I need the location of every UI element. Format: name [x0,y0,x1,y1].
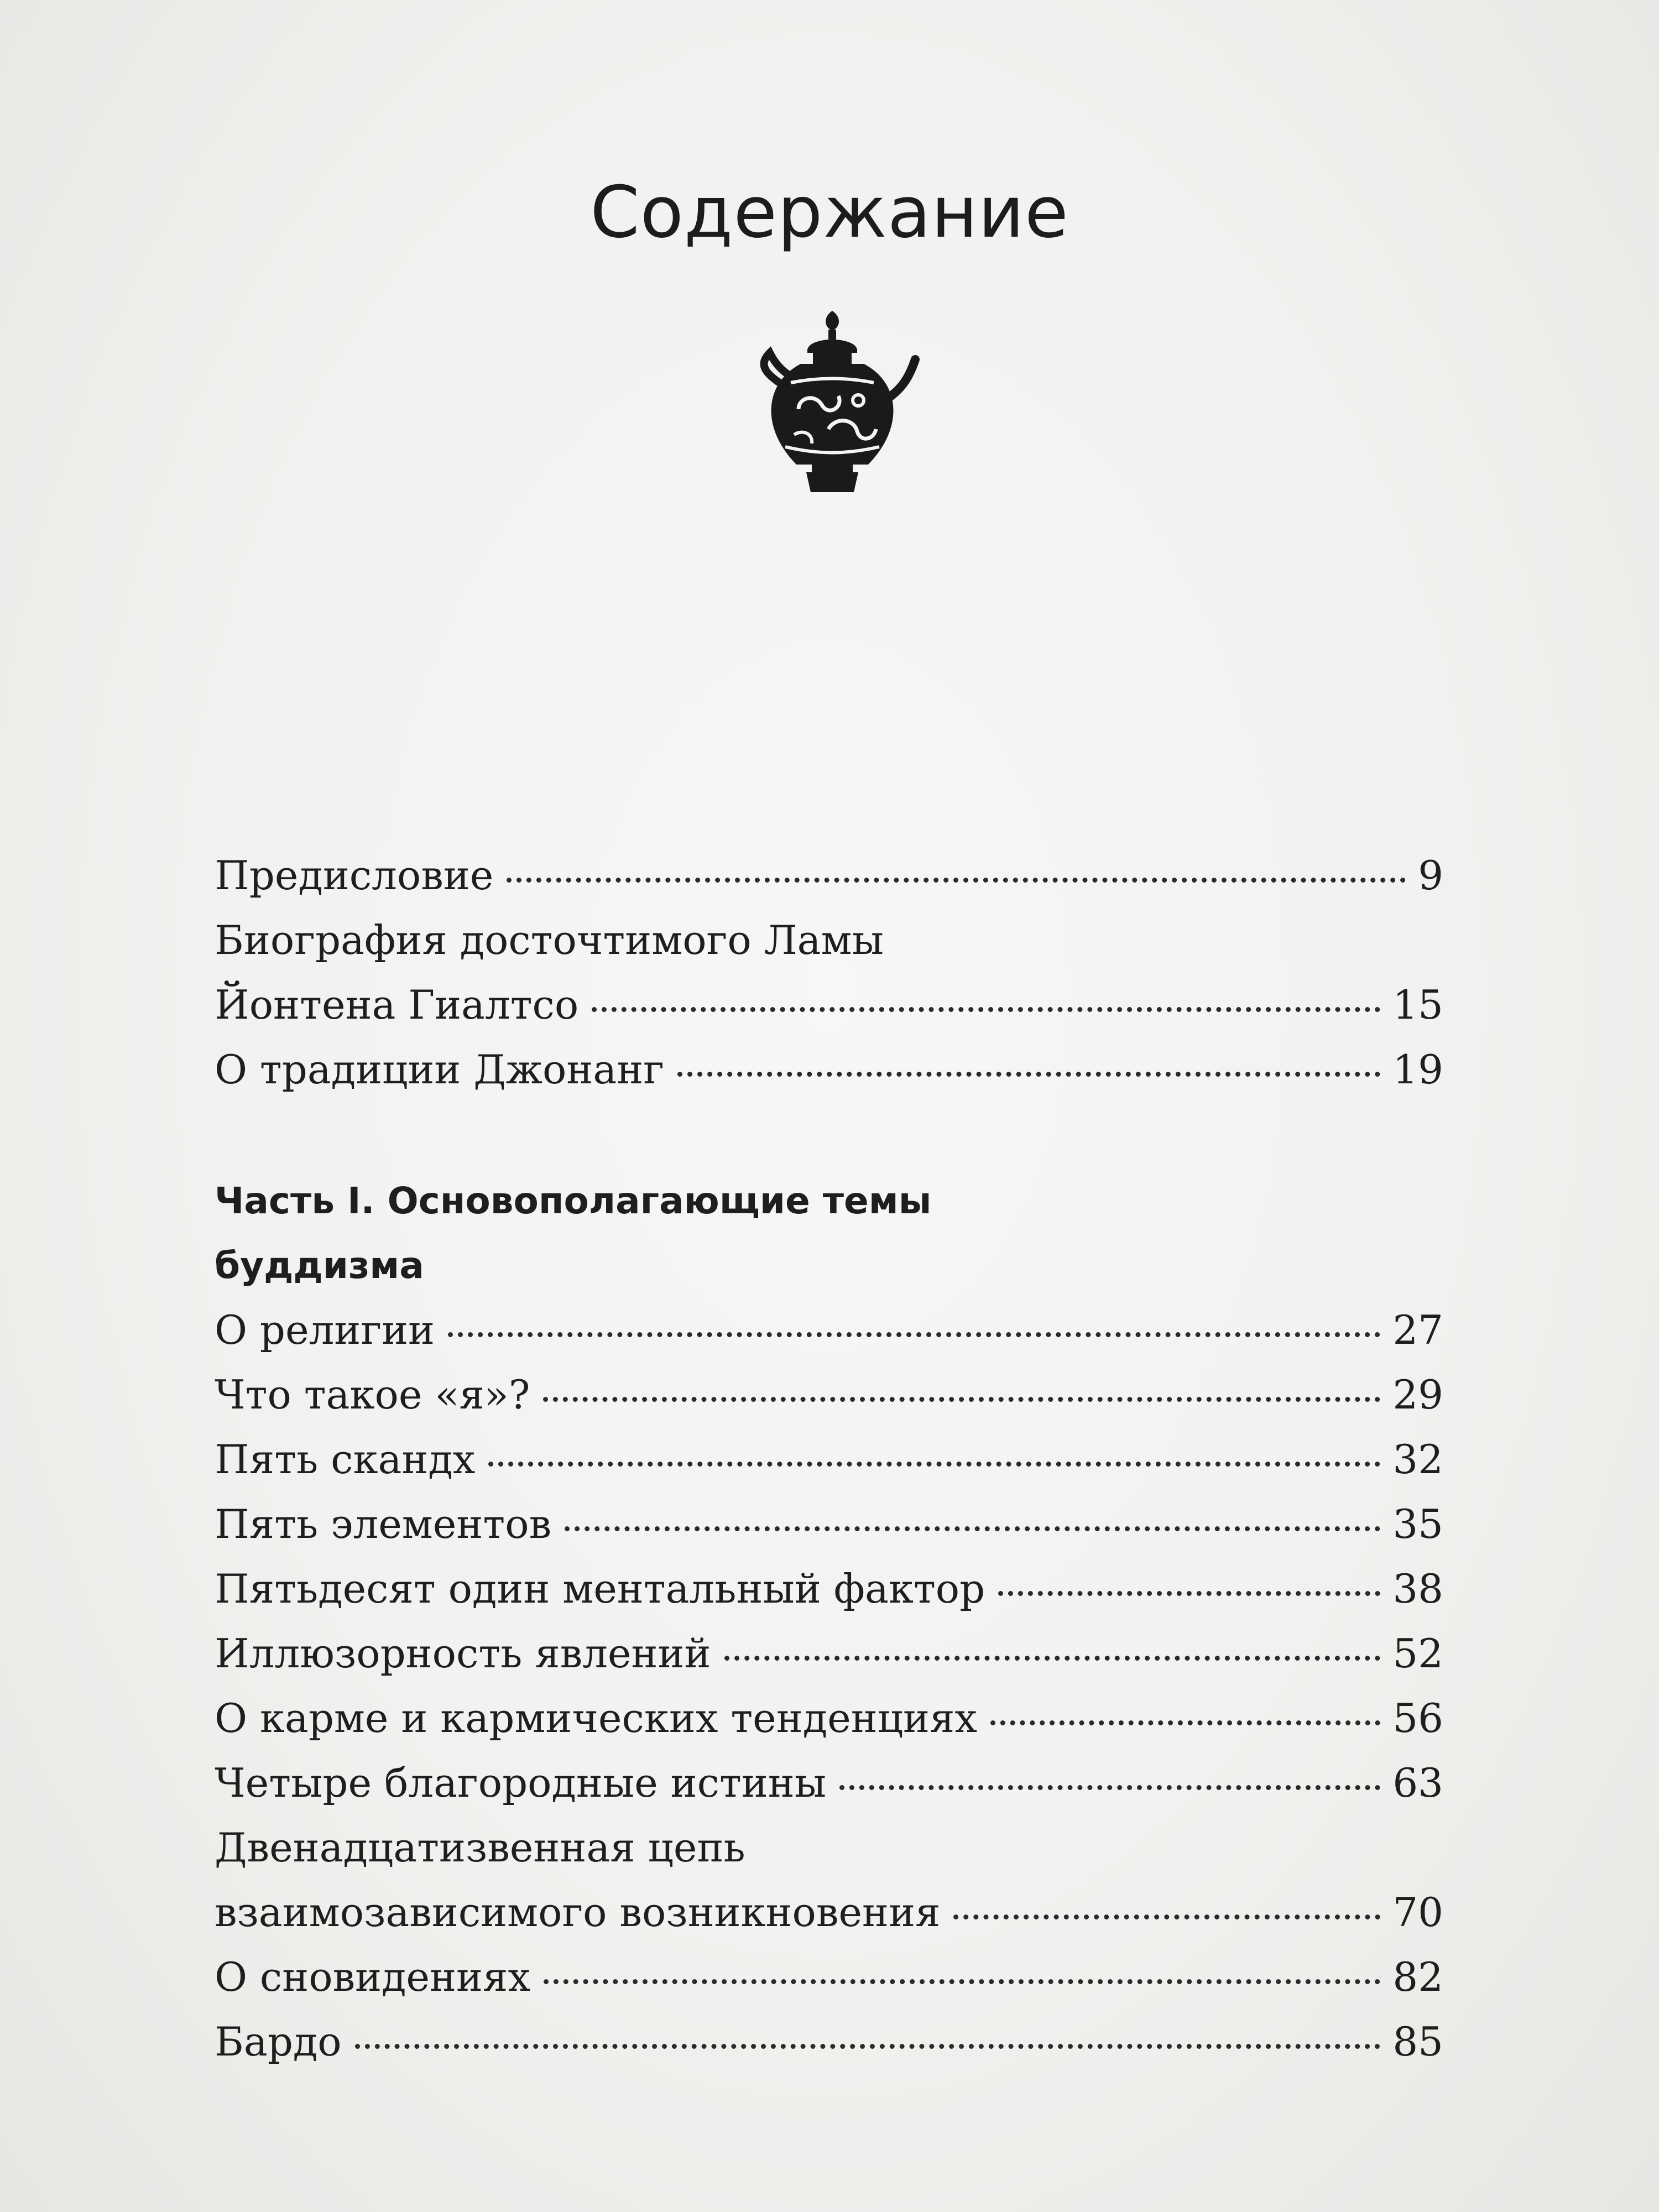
toc-entry[interactable] [215,1686,1443,1751]
dot-leader [998,1591,1380,1596]
dot-leader [507,878,1406,883]
toc-page-number: 56 [1392,1695,1443,1741]
dot-leader [488,1462,1380,1467]
toc-entry[interactable] [215,1298,1443,1363]
toc-entry-title: Что такое «я»? [215,1371,530,1418]
toc-page-number: 70 [1392,1889,1443,1936]
toc-entry-title: О сновидениях [215,1954,531,2000]
dot-leader [448,1332,1380,1337]
dot-leader [953,1914,1380,1919]
toc-entry[interactable] [215,1037,1443,1102]
dot-leader [544,1979,1380,1984]
toc-entry-title: Иллюзорность явлений [215,1630,711,1677]
toc-entry[interactable] [215,1557,1443,1621]
part-heading[interactable]: Часть I. Основополагающие темы [215,1180,932,1222]
toc-entry-title: Йонтена Гиалтсо [215,982,579,1028]
toc-entry-title: Предисловие [215,852,494,899]
toc-page-number: 9 [1418,852,1443,899]
toc-entry-title: Пять элементов [215,1501,552,1547]
toc-entry[interactable] [215,973,1443,1037]
toc-entry[interactable] [215,1363,1443,1427]
part-heading: буддизма [215,1244,424,1287]
toc-page-number: 32 [1392,1436,1443,1483]
toc-entry-title: Биография досточтимого Ламы [215,917,884,963]
toc-entry-title: Пять скандх [215,1436,476,1483]
toc-entry-title: Бардо [215,2018,342,2065]
section-spacer [215,1102,1443,1168]
toc-entry[interactable] [215,1880,1443,1945]
dot-leader [724,1656,1381,1661]
toc-page-number: 15 [1392,982,1443,1028]
toc-page-number: 85 [1392,2018,1443,2065]
toc-entry[interactable] [215,1492,1443,1557]
toc-entry-title: взаимозависимого возникновения [215,1889,941,1936]
dot-leader [565,1526,1380,1531]
toc-entry[interactable] [215,1751,1443,1815]
toc-page-number: 27 [1392,1307,1443,1353]
toc-page-number: 82 [1392,1954,1443,2000]
dot-leader [677,1072,1380,1077]
toc-page-number: 35 [1392,1501,1443,1547]
dot-leader [543,1397,1380,1402]
toc-entry[interactable] [215,1427,1443,1492]
toc-entry-title: О религии [215,1307,435,1353]
toc-entry[interactable] [215,843,1443,908]
toc-page-number: 63 [1392,1760,1443,1806]
toc-page-number: 38 [1392,1566,1443,1612]
dot-leader [990,1720,1380,1725]
toc-page-number: 29 [1392,1371,1443,1418]
toc-entry[interactable] [215,2010,1443,2074]
toc-entry-title: Четыре благородные истины [215,1760,827,1806]
toc-entry-title: Двенадцатизвенная цепь [215,1824,745,1871]
toc-entry-title: Пятьдесят один ментальный фактор [215,1566,985,1612]
dot-leader [839,1785,1380,1790]
toc-page-number: 19 [1392,1046,1443,1093]
dot-leader [355,2044,1381,2049]
toc-entry[interactable] [215,1945,1443,2010]
toc-entry[interactable] [215,1621,1443,1686]
toc-entry-title: О традиции Джонанг [215,1046,664,1093]
toc-entry-title: О карме и кармических тенденциях [215,1695,978,1741]
tibetan-vase-icon [741,299,924,520]
toc-page-number: 52 [1392,1630,1443,1677]
dot-leader [592,1007,1380,1012]
page-title: Содержание [590,171,1069,254]
table-of-contents [215,843,1443,2074]
